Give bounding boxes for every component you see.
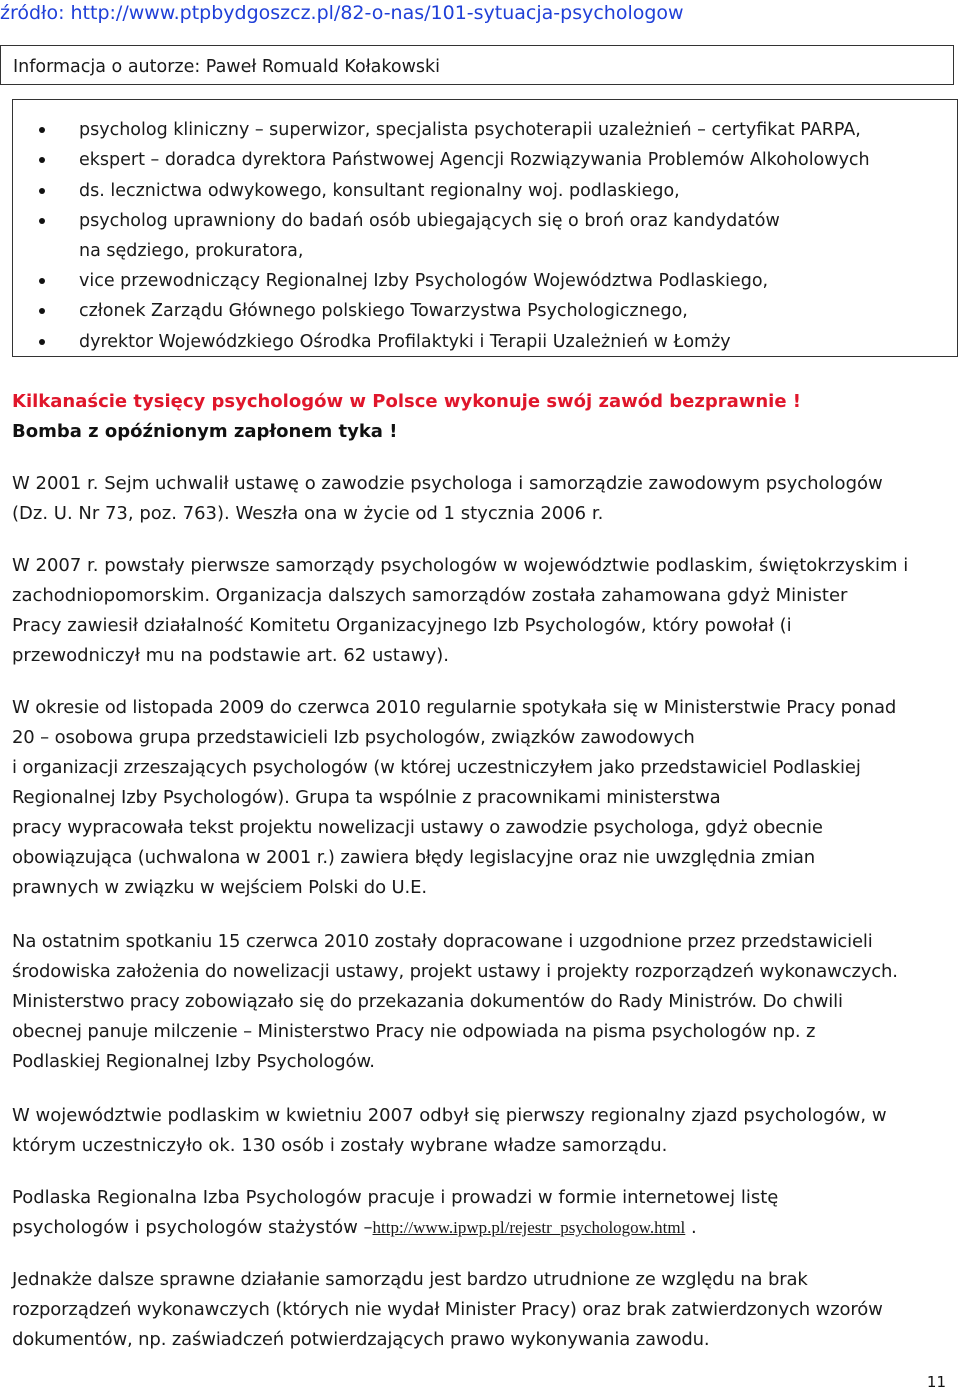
paragraph-law-2001: W 2001 r. Sejm uchwalił ustawę o zawodzie psychologa i samorządzie zawodowym psychologów (Dz. U. Nr 73, poz. 763). Weszła ona w życie od 1 stycznia 2006 r. <box>12 473 883 524</box>
headline-warning: Kilkanaście tysięcy psychologów w Polsce wykonuje swój zawód bezprawnie ! <box>12 391 802 412</box>
bullet-icon <box>39 188 45 194</box>
bullet-icon <box>39 339 45 345</box>
paragraph-last-meeting: Na ostatnim spotkaniu 15 czerwca 2010 zostały dopracowane i uzgodnione przez przedstawicieli środowiska założenia do nowelizacji ustawy, projekt ustawy i projekty rozporządzeń wykonawczych. Ministerstwo pracy zobowiązało się do przekazania dokumentów do Rady Ministrów. Do chwili obecnej panuje milczenie – Ministerstwo Pracy nie odpowiada na pisma psychologów np. z Podlaskiej Regionalnej Izby Psychologów. <box>12 931 898 1072</box>
author-info-box <box>0 45 954 85</box>
bullet-icon <box>39 127 45 133</box>
bullet-icon <box>39 278 45 284</box>
page-number: 11 <box>926 1373 946 1391</box>
source-link[interactable]: źródło: http://www.ptpbydgoszcz.pl/82-o-nas/101-sytuacja-psychologow <box>0 2 684 24</box>
bio-item-continuation: na sędziego, prokuratora, <box>79 241 304 261</box>
bullet-icon <box>39 218 45 224</box>
paragraph-ministry-meetings: W okresie od listopada 2009 do czerwca 2010 regularnie spotykała się w Ministerstwie Pracy ponad 20 – osobowa grupa przedstawicieli Izb psychologów, związków zawodowych i organizacji zrzeszających psychologów (w której uczestniczyłem jako przedstawiciel Podlaskiej Regionalnej Izby Psychologów). Grupa ta wspólnie z pracownikami ministerstwa pracy wypracowała tekst projektu nowelizacji ustawy o zawodzie psychologa, gdyż obecnie obowiązująca (uchwalona w 2001 r.) zawiera błędy legislacyjne oraz nie uwzględnia zmian prawnych w związku w wejściem Polski do U.E. <box>12 697 897 898</box>
paragraph-difficulties: Jednakże dalsze sprawne działanie samorządu jest bardzo utrudnione ze względu na brak rozporządzeń wykonawczych (których nie wydał Minister Pracy) oraz brak zatwierdzonych wzorów dokumentów, np. zaświadczeń potwierdzających prawo wykonywania zawodu. <box>12 1269 883 1350</box>
bullet-icon <box>39 308 45 314</box>
bullet-icon <box>39 157 45 163</box>
author-bio-box: psycholog kliniczny – superwizor, specjalista psychoterapii uzależnień – certyfikat PARPA, ekspert – doradca dyrektora Państwowej Agencji Rozwiązywania Problemów Alkoholowych ds. lecznictwa odwykowego, konsultant regionalny woj. podlaskiego, psycholog uprawniony do badań osób ubiegających się o broń oraz kandydatów na sędziego, prokuratora, vice przewodniczący Regionalnej Izby Psychologów Województwa Podlaskiego, członek Zarządu Głównego polskiego Towarzystwa Psychologicznego, dyrektor Wojewódzkiego Ośrodka Profilaktyki i Terapii Uzależnień w Łomży <box>12 99 958 357</box>
register-link[interactable]: http://www.ipwp.pl/rejestr_psychologow.html <box>372 1218 686 1237</box>
author-info-text: Informacja o autorze: Paweł Romuald Kołakowski <box>13 57 441 77</box>
paragraph-self-government-2007: W 2007 r. powstały pierwsze samorządy psychologów w województwie podlaskim, świętokrzyskim i zachodniopomorskim. Organizacja dalszych samorządów została zahamowana gdyż Minister Pracy zawiesił działalność Komitetu Organizacyjnego Izb Psychologów, który powołał (i przewodniczył mu na podstawie art. 62 ustawy). <box>12 555 909 666</box>
headline-subtitle: Bomba z opóźnionym zapłonem tyka ! <box>12 421 398 442</box>
paragraph-regional-congress: W województwie podlaskim w kwietniu 2007 odbył się pierwszy regionalny zjazd psychologów, w którym uczestniczyło ok. 130 osób i zostały wybrane władze samorządu. <box>12 1105 887 1156</box>
paragraph-register: Podlaska Regionalna Izba Psychologów pracuje i prowadzi w formie internetowej listę psychologów i psychologów stażystów –http://www.ipwp.pl/rejestr_psychologow.html . <box>12 1187 779 1238</box>
